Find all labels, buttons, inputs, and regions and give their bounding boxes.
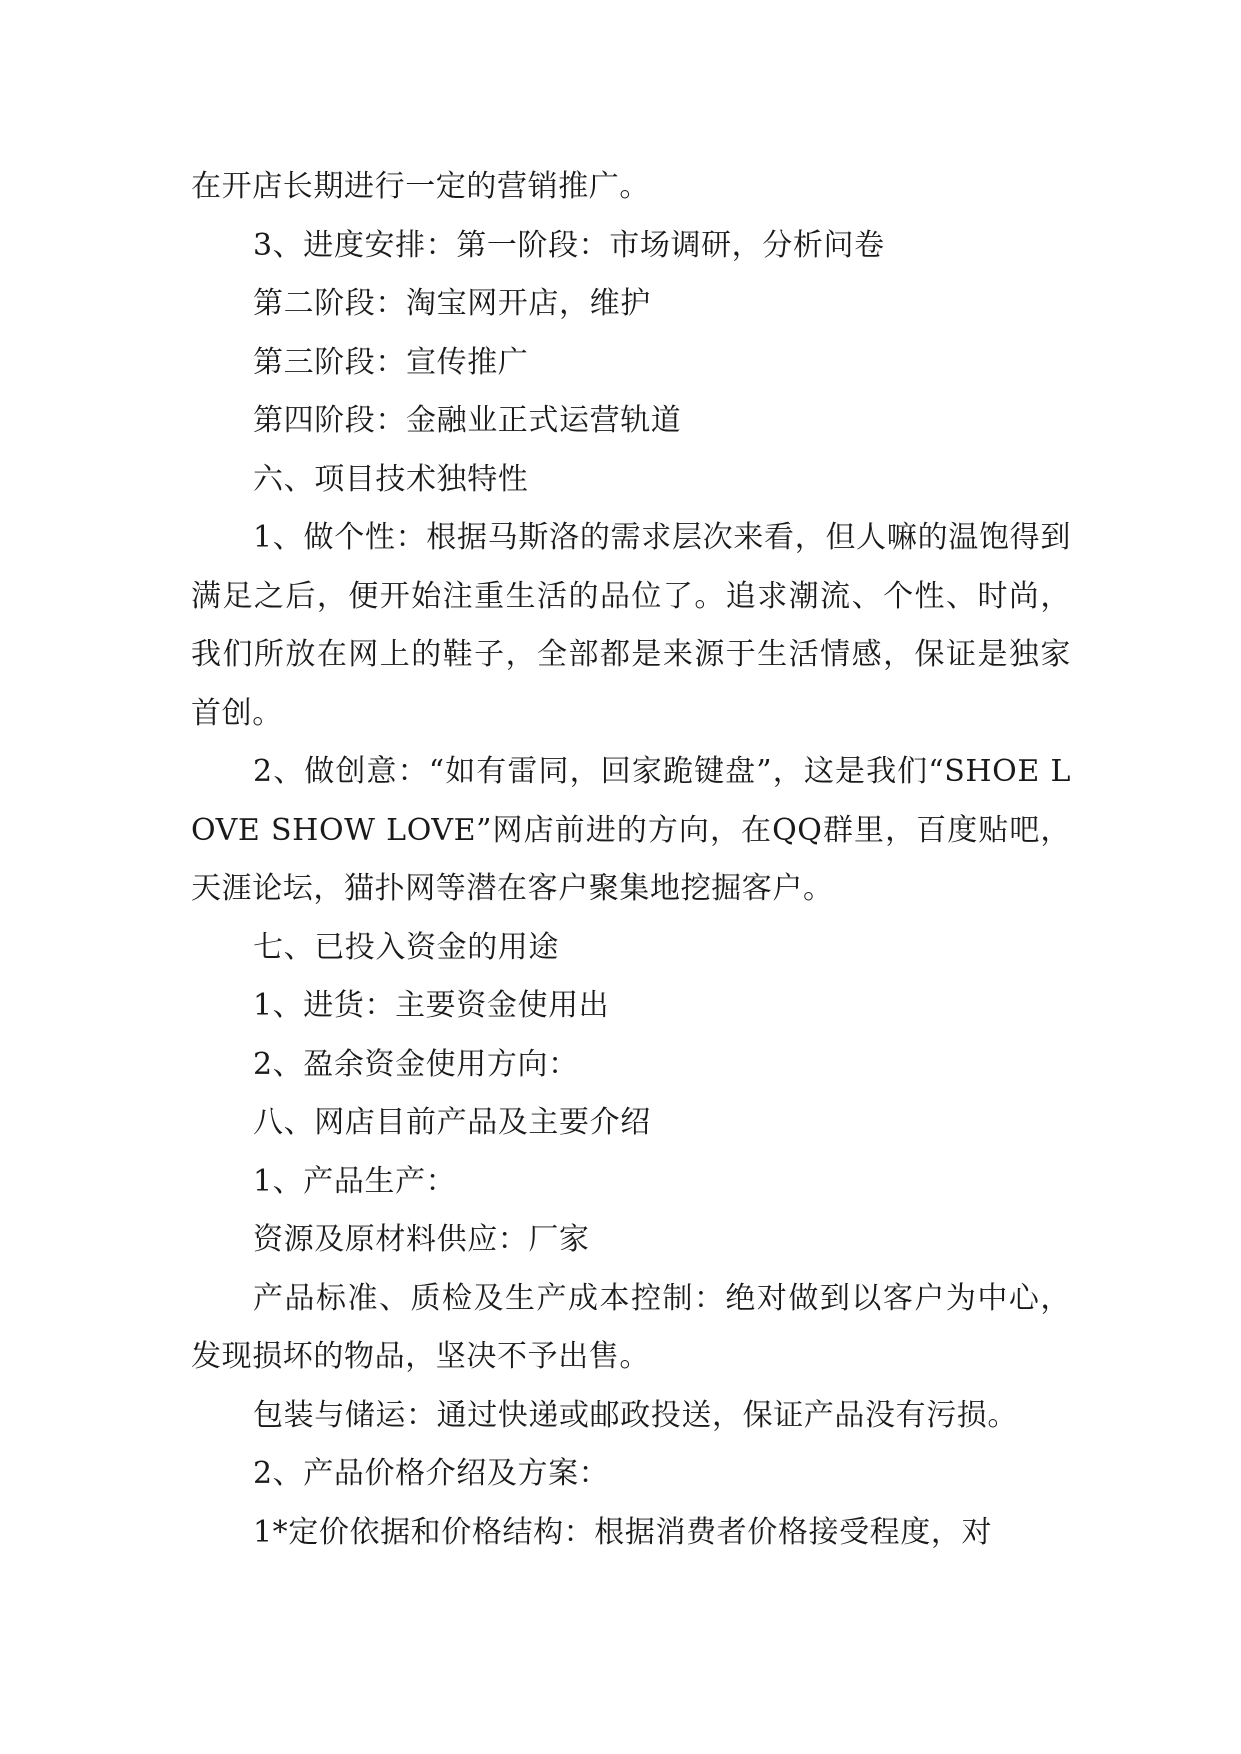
paragraph-production: 1、产品生产： (253, 1163, 457, 1199)
paragraph-personality: 1、做个性：根据马斯洛的需求层次来看，但人嘛的温饱得到满足之后，便开始注重生活的品位了。追求潮流、个性、时尚，我们所放在网上的鞋子，全部都是来源于生活情感，保证是独家首创。 (191, 520, 1071, 731)
paragraph-creativity: 2、做创意：“如有雷同，回家跪键盘”，这是我们“SHOE LOVE SHOW LOVE”网店前进的方向，在QQ群里，百度贴吧，天涯论坛，猫扑网等潜在客户聚集地挖掘客户。 (191, 754, 1071, 906)
section-heading-seven: 七、已投入资金的用途 (253, 929, 559, 965)
paragraph-stage-three: 第三阶段：宣传推广 (253, 344, 529, 380)
paragraph-stage-four: 第四阶段：金融业正式运营轨道 (253, 403, 682, 438)
paragraph-purchasing: 1、进货：主要资金使用出 (253, 988, 610, 1023)
section-heading-eight: 八、网店目前产品及主要介绍 (253, 1105, 651, 1140)
paragraph-pricing-basis: 1*定价依据和价格结构：根据消费者价格接受程度，对 (253, 1514, 993, 1550)
paragraph-schedule: 3、进度安排：第一阶段：市场调研，分析问卷 (253, 227, 885, 263)
paragraph-packaging: 包装与储运：通过快递或邮政投送，保证产品没有污损。 (253, 1397, 1018, 1433)
paragraph-supply: 资源及原材料供应：厂家 (253, 1222, 590, 1257)
paragraph-surplus-funds: 2、盈余资金使用方向： (253, 1046, 579, 1082)
paragraph-continuation: 在开店长期进行一定的营销推广。 (191, 169, 650, 204)
paragraph-pricing-heading: 2、产品价格介绍及方案： (253, 1456, 610, 1491)
document-body (191, 158, 1071, 1562)
paragraph-stage-two: 第二阶段：淘宝网开店，维护 (253, 286, 651, 321)
paragraph-quality-control: 产品标准、质检及生产成本控制：绝对做到以客户为中心，发现损坏的物品，坚决不予出售。 (191, 1280, 1071, 1374)
section-heading-six: 六、项目技术独特性 (253, 461, 529, 497)
